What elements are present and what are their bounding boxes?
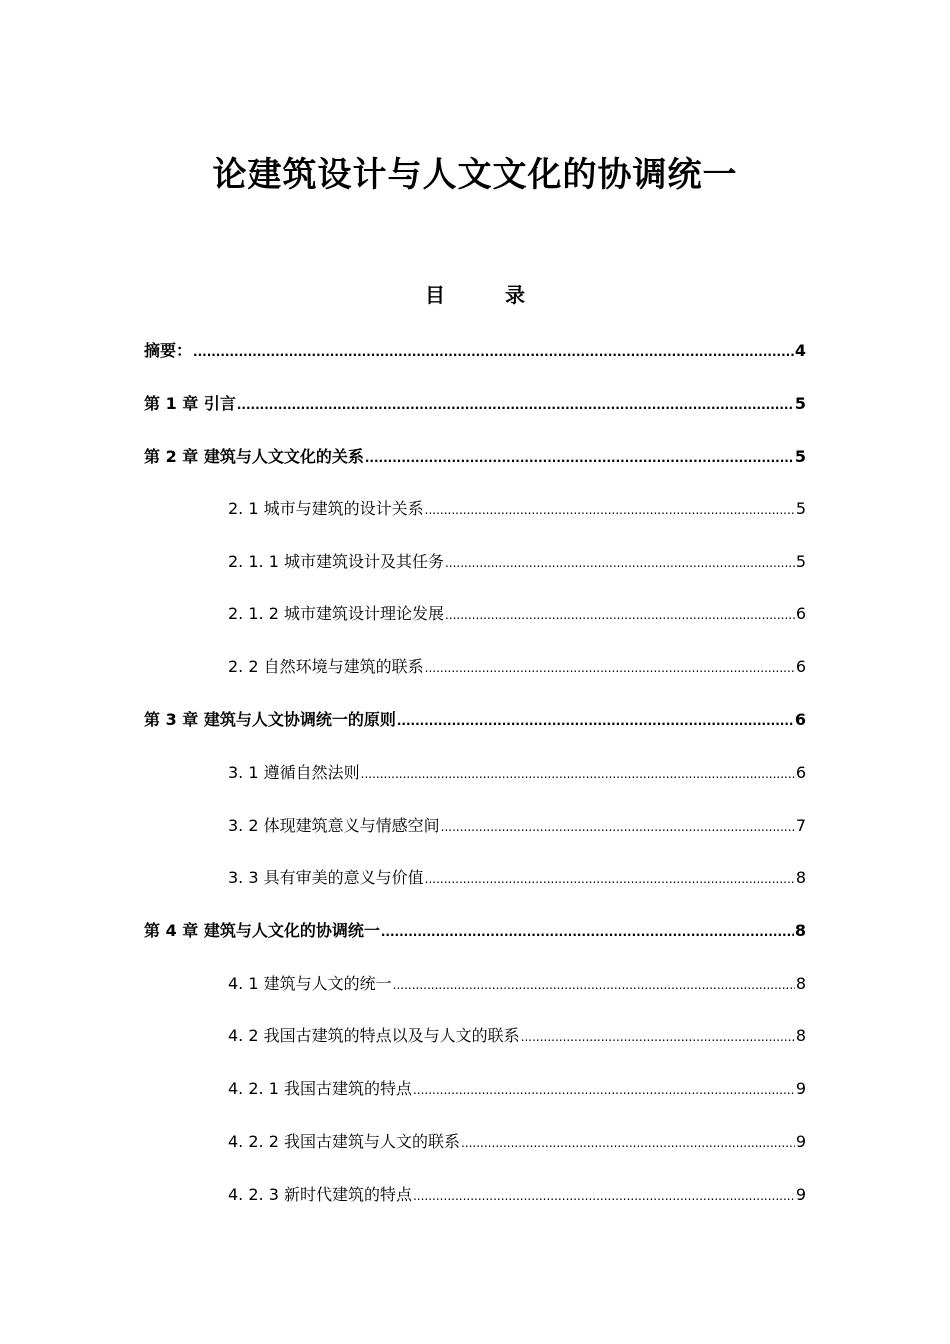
- toc-leader-dots: [425, 866, 795, 891]
- toc-entry-text: 3. 3 具有审美的意义与价值: [228, 868, 424, 887]
- toc-page-number: 6: [794, 710, 806, 729]
- toc-page-number: 8: [794, 921, 806, 940]
- toc-entry-section-4-2[interactable]: [228, 1024, 806, 1048]
- toc-leader-dots: [397, 708, 794, 733]
- toc-leader-dots: [413, 1183, 795, 1208]
- toc-leader-dots: [461, 1130, 795, 1155]
- toc-entry-text: 第 1 章 引言: [144, 394, 236, 413]
- toc-leader-dots: [237, 392, 794, 417]
- toc-leader-dots: [193, 339, 794, 364]
- toc-page-number: 8: [795, 974, 806, 993]
- toc-entry-text: 4. 2. 2 我国古建筑与人文的联系: [228, 1132, 460, 1151]
- toc-leader-dots: [425, 655, 795, 680]
- toc-entry-text: 第 4 章 建筑与人文化的协调统一: [144, 921, 380, 940]
- toc-entry-text: 2. 1. 2 城市建筑设计理论发展: [228, 604, 444, 623]
- toc-entry-text: 4. 2. 3 新时代建筑的特点: [228, 1185, 412, 1204]
- toc-entry-text: 4. 2. 1 我国古建筑的特点: [228, 1079, 412, 1098]
- toc-entry-text: 4. 1 建筑与人文的统一: [228, 974, 392, 993]
- toc-entry-section-2-2[interactable]: [228, 655, 806, 679]
- toc-entry-section-4-2-1[interactable]: [228, 1077, 806, 1101]
- toc-entry-section-4-2-3[interactable]: [228, 1183, 806, 1207]
- toc-leader-dots: [445, 550, 795, 575]
- toc-leader-dots: [413, 1077, 795, 1102]
- toc-page-number: 8: [795, 868, 806, 887]
- toc-entry-text: 4. 2 我国古建筑的特点以及与人文的联系: [228, 1026, 520, 1045]
- toc-entry-section-3-2[interactable]: [228, 814, 806, 838]
- toc-entry-text: 摘要：: [144, 341, 193, 360]
- toc-entry-section-2-1[interactable]: [228, 497, 806, 521]
- toc-page-number: 5: [795, 552, 806, 571]
- toc-leader-dots: [365, 445, 794, 470]
- toc-entry-section-3-3[interactable]: [228, 866, 806, 890]
- toc-leader-dots: [521, 1024, 795, 1049]
- toc-entry-section-4-1[interactable]: [228, 972, 806, 996]
- toc-page-number: 6: [795, 763, 806, 782]
- toc-entry-chapter-1[interactable]: [144, 392, 806, 416]
- toc-leader-dots: [425, 497, 795, 522]
- toc-page-number: 5: [794, 394, 806, 413]
- toc-entry-text: 第 3 章 建筑与人文协调统一的原则: [144, 710, 396, 729]
- toc-leader-dots: [445, 602, 795, 627]
- toc-entry-chapter-4[interactable]: [144, 919, 806, 943]
- toc-entry-section-2-1-2[interactable]: [228, 602, 806, 626]
- toc-leader-dots: [393, 972, 795, 997]
- toc-entry-section-2-1-1[interactable]: [228, 550, 806, 574]
- toc-entry-section-3-1[interactable]: [228, 761, 806, 785]
- toc-entry-text: 第 2 章 建筑与人文文化的关系: [144, 447, 364, 466]
- toc-page-number: 5: [795, 499, 806, 518]
- toc-entry-text: 3. 1 遵循自然法则: [228, 763, 360, 782]
- toc-page-number: 9: [795, 1132, 806, 1151]
- toc-entry-text: 2. 1 城市与建筑的设计关系: [228, 499, 424, 518]
- toc-entry-text: 2. 1. 1 城市建筑设计及其任务: [228, 552, 444, 571]
- toc-entry-abstract[interactable]: [144, 339, 806, 363]
- toc-entry-chapter-2[interactable]: [144, 445, 806, 469]
- toc-leader-dots: [381, 919, 794, 944]
- document-title: 论建筑设计与人文文化的协调统一: [212, 154, 738, 195]
- toc-page-number: 6: [795, 657, 806, 676]
- toc-leader-dots: [441, 814, 795, 839]
- toc-page-number: 9: [795, 1079, 806, 1098]
- toc-page-number: 5: [794, 447, 806, 466]
- toc-page-number: 7: [795, 816, 806, 835]
- toc-page-number: 9: [795, 1185, 806, 1204]
- toc-entry-chapter-3[interactable]: [144, 708, 806, 732]
- toc-heading: 目 录: [425, 283, 545, 307]
- toc-leader-dots: [361, 761, 795, 786]
- toc-page-number: 6: [795, 604, 806, 623]
- toc-page-number: 8: [795, 1026, 806, 1045]
- toc-entry-section-4-2-2[interactable]: [228, 1130, 806, 1154]
- toc-entry-text: 2. 2 自然环境与建筑的联系: [228, 657, 424, 676]
- toc-page-number: 4: [794, 341, 806, 360]
- toc-entry-text: 3. 2 体现建筑意义与情感空间: [228, 816, 440, 835]
